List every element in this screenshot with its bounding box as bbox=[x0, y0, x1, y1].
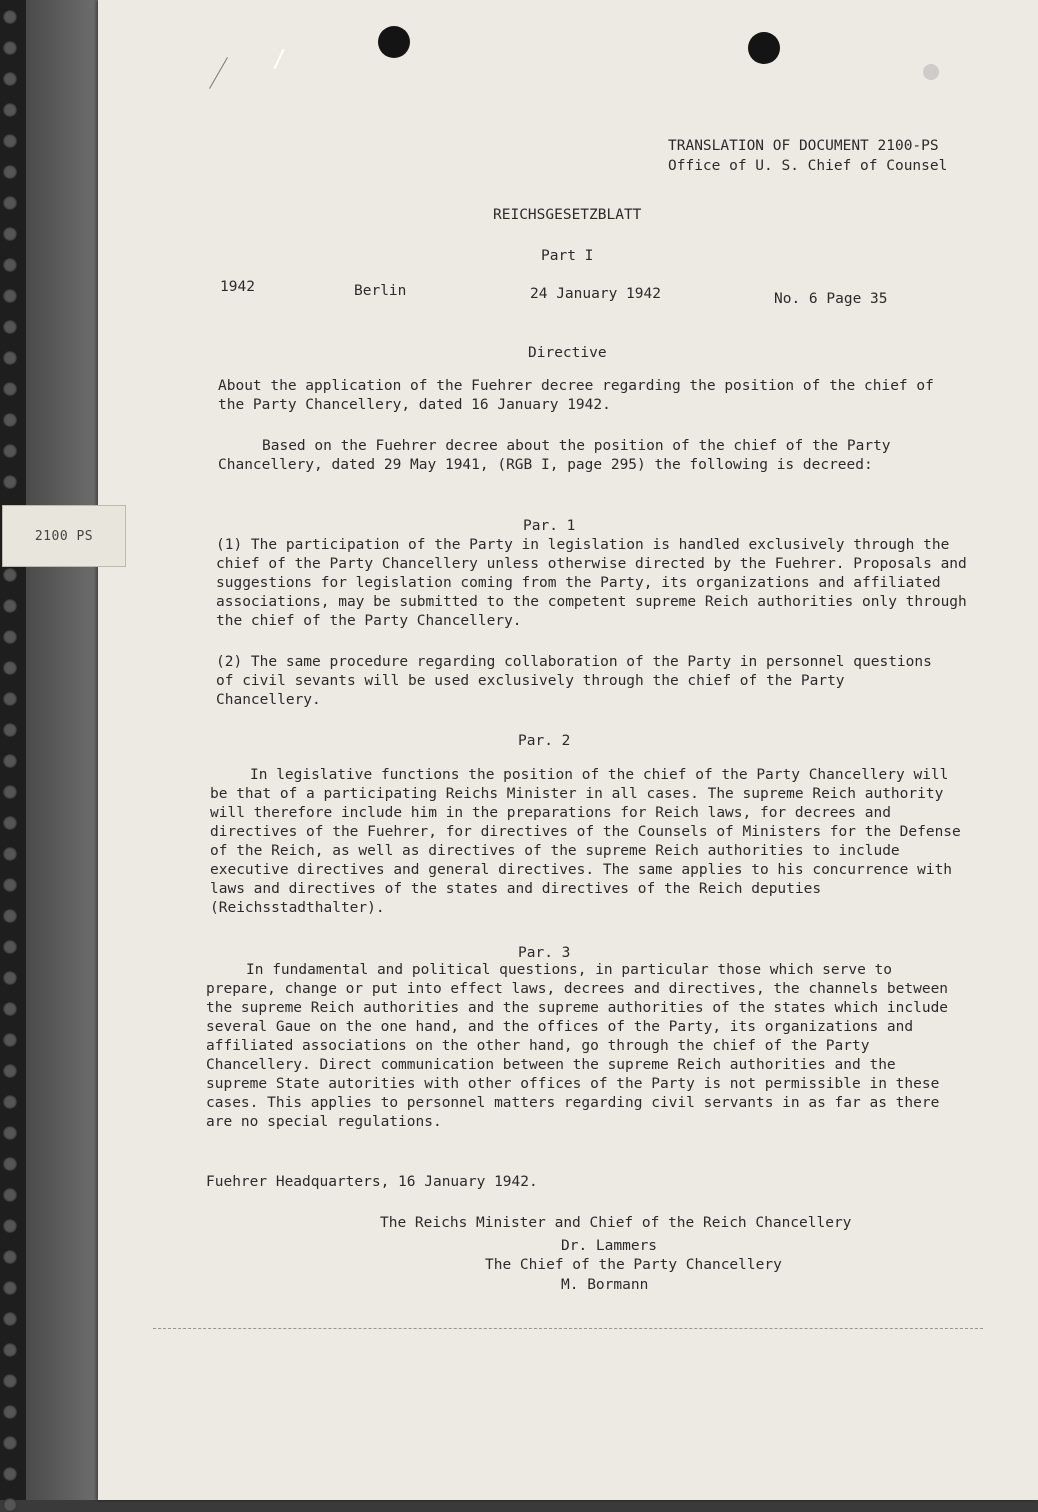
binder-hole bbox=[3, 723, 17, 737]
binder-hole bbox=[3, 289, 17, 303]
binder-hole bbox=[3, 165, 17, 179]
binder-hole bbox=[3, 754, 17, 768]
binder-hole bbox=[3, 1157, 17, 1171]
binder-hole bbox=[3, 227, 17, 241]
preamble-paragraph: Based on the Fuehrer decree about the position of the chief of the Party Chancellery, dated 29 May 1941, (RGB I, page 295) the following is decreed: bbox=[218, 438, 891, 473]
binder-hole bbox=[3, 1467, 17, 1481]
binder-hole bbox=[3, 1002, 17, 1016]
signature-line-1: The Reichs Minister and Chief of the Reich Chancellery bbox=[380, 1215, 852, 1231]
document-heading: Directive bbox=[528, 345, 607, 361]
header-line-1: TRANSLATION OF DOCUMENT 2100-PS bbox=[668, 138, 939, 154]
signature-line-3: The Chief of the Party Chancellery bbox=[485, 1257, 782, 1273]
binder-hole bbox=[3, 785, 17, 799]
binder-hole bbox=[3, 1126, 17, 1140]
binder-hole bbox=[3, 413, 17, 427]
binder-hole bbox=[3, 909, 17, 923]
publication-year: 1942 bbox=[220, 279, 255, 295]
par-3-heading: Par. 3 bbox=[518, 945, 571, 961]
publication-number: No. 6 Page 35 bbox=[774, 291, 888, 307]
publication-date: 24 January 1942 bbox=[530, 286, 661, 302]
binder-hole bbox=[3, 692, 17, 706]
binder-hole bbox=[3, 1095, 17, 1109]
binder-hole bbox=[3, 196, 17, 210]
par-2-text: In legislative functions the position of the chief of the Party Chancellery will be that of a participating Reichs Minister in all cases. The supreme Reich authority will therefore include him in the preparations for Reich laws, for decrees and directives of the Fuehrer, for directives of the Counsels of Ministers for the Defense of the Reich, as well as directives of the supreme Reich authorities to include executive directives and general directives. The same applies to his concurrence with laws and directives of the states and directives of the Reich deputies (Reichsstadthalter). bbox=[210, 767, 961, 916]
binder-hole bbox=[3, 351, 17, 365]
binder-hole bbox=[3, 1436, 17, 1450]
binder-spiral bbox=[0, 0, 26, 1500]
binder-edge bbox=[26, 0, 98, 1500]
binder-hole bbox=[3, 1064, 17, 1078]
pencil-mark bbox=[209, 57, 228, 89]
binder-hole bbox=[3, 1188, 17, 1202]
binder-hole bbox=[3, 661, 17, 675]
closing-line: Fuehrer Headquarters, 16 January 1942. bbox=[206, 1174, 538, 1190]
binder-hole bbox=[3, 971, 17, 985]
publication-title: REICHSGESETZBLATT bbox=[493, 207, 642, 223]
pencil-mark bbox=[273, 49, 284, 70]
binder-hole bbox=[3, 41, 17, 55]
binder-hole bbox=[3, 1033, 17, 1047]
binder-hole bbox=[3, 1281, 17, 1295]
publication-place: Berlin bbox=[354, 283, 407, 299]
document-page bbox=[98, 0, 1038, 1500]
binder-hole bbox=[3, 258, 17, 272]
binder-hole bbox=[3, 599, 17, 613]
stain-mark bbox=[923, 64, 939, 80]
binder-hole bbox=[3, 878, 17, 892]
binder-hole bbox=[3, 444, 17, 458]
binder-hole bbox=[3, 10, 17, 24]
binder-hole bbox=[3, 1250, 17, 1264]
par-2-heading: Par. 2 bbox=[518, 733, 571, 749]
binder-hole bbox=[3, 630, 17, 644]
binder-hole bbox=[3, 475, 17, 489]
binder-hole bbox=[3, 1405, 17, 1419]
binder-hole bbox=[3, 568, 17, 582]
binder-hole bbox=[3, 1219, 17, 1233]
par-1-clause-1: (1) The participation of the Party in legislation is handled exclusively through the chief of the Party Chancellery unless otherwise directed by the Fuehrer. Proposals and suggestions for legislation coming from the Party, its organizations and affiliated associations, may be submitted to the competent supreme Reich authorities only through the chief of the Party Chancellery. bbox=[216, 537, 967, 629]
binder-hole bbox=[3, 320, 17, 334]
binder-hole bbox=[3, 847, 17, 861]
binder-hole bbox=[3, 382, 17, 396]
binder-hole bbox=[3, 1312, 17, 1326]
binder-hole bbox=[3, 940, 17, 954]
par-1-clause-2: (2) The same procedure regarding collaboration of the Party in personnel questions of civil sevants will be used exclusively through the chief of the Party Chancellery. bbox=[216, 654, 932, 708]
document-tab-label: 2100 PS bbox=[2, 505, 126, 567]
punch-hole bbox=[748, 32, 780, 64]
bottom-rule bbox=[153, 1328, 983, 1329]
binder-hole bbox=[3, 72, 17, 86]
par-3-text: In fundamental and political questions, in particular those which serve to prepare, change or put into effect laws, decrees and directives, the channels between the supreme Reich authorities and the supreme authorities of the states which include several Gaue on the one hand, and the offices of the Party, its organizations and affiliated associations on the other hand, go through the chief of the Party Chancellery. Direct communication between the supreme Reich authorities and the supreme State autorities with other offices of the Party is not permissible in these cases. This applies to personnel matters regarding civil servants in as far as there are no special regulations. bbox=[206, 962, 949, 1130]
binder-hole bbox=[3, 1498, 17, 1512]
punch-hole bbox=[378, 26, 410, 58]
binder-hole bbox=[3, 134, 17, 148]
binder-hole bbox=[3, 103, 17, 117]
binder-hole bbox=[3, 1374, 17, 1388]
binder-hole bbox=[3, 1343, 17, 1357]
signature-line-4: M. Bormann bbox=[561, 1277, 649, 1293]
par-1-heading: Par. 1 bbox=[523, 518, 576, 534]
publication-part: Part I bbox=[541, 248, 594, 264]
binder-hole bbox=[3, 816, 17, 830]
intro-paragraph: About the application of the Fuehrer decree regarding the position of the chief of the Party Chancellery, dated 16 January 1942. bbox=[218, 378, 934, 413]
header-line-2: Office of U. S. Chief of Counsel bbox=[668, 158, 948, 174]
signature-line-2: Dr. Lammers bbox=[561, 1238, 658, 1254]
